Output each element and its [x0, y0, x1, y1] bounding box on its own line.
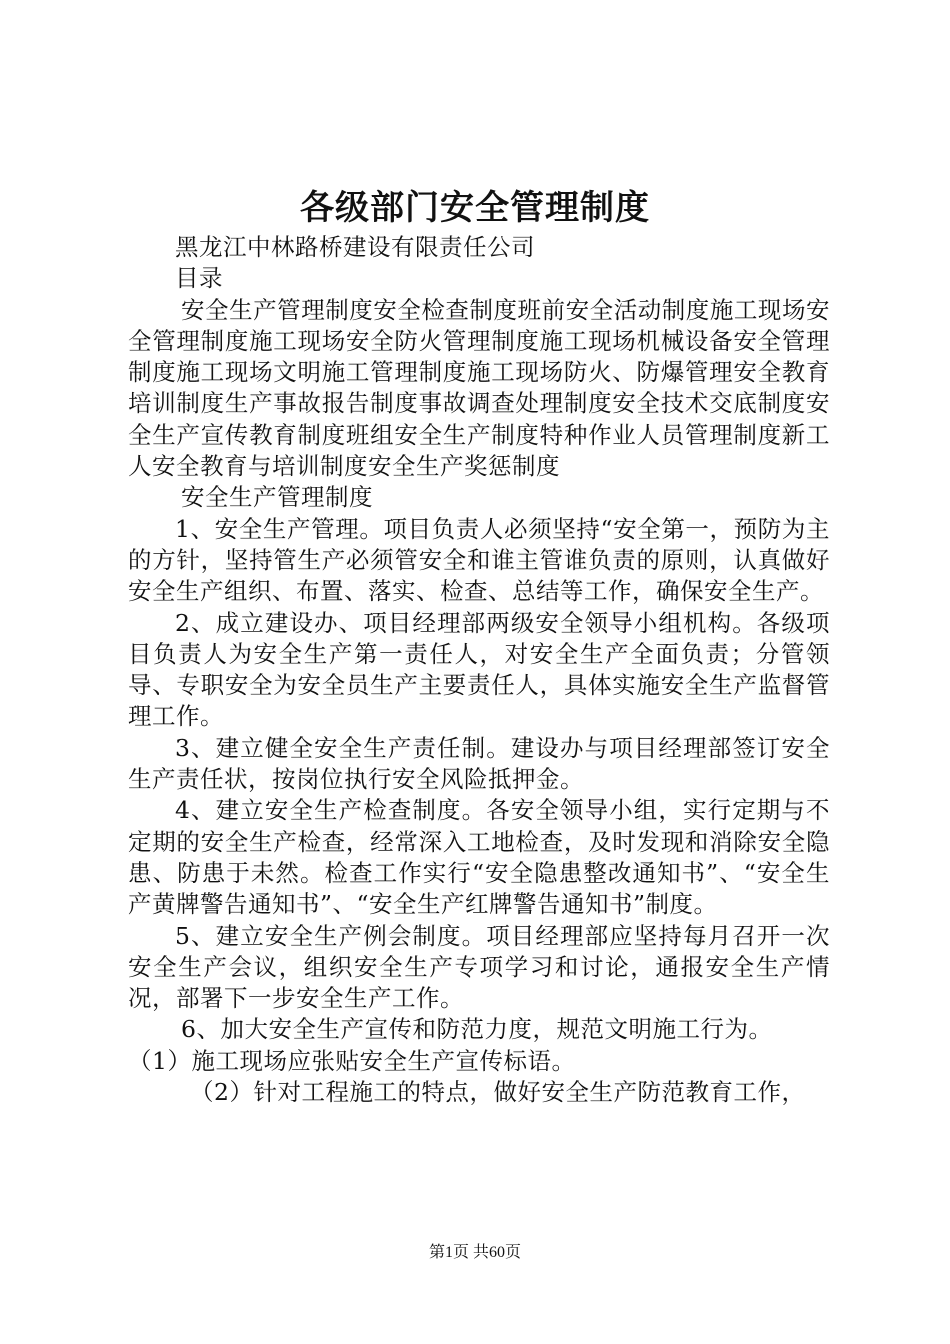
- sub-item-2: （2）针对工程施工的特点，做好安全生产防范教育工作，: [190, 1078, 806, 1107]
- toc-text: 安全生产管理制度安全检查制度班前安全活动制度施工现场安全管理制度施工现场安全防火管理制度施工现场机械设备安全管理制度施工现场文明施工管理制度施工现场防火、防爆管理安全教育培训制度生产事故报告制度事故调查处理制度安全技术交底制度安全生产宣传教育制度班组安全生产制度特种作业人员管理制度新工人安全教育与培训制度安全生产奖惩制度: [128, 295, 830, 481]
- paragraph-2: 2、成立建设办、项目经理部两级安全领导小组机构。各级项目负责人为安全生产第一责任人，对安全生产全面负责；分管领导、专职安全为安全员生产主要责任人，具体实施安全生产监督管理工作。: [128, 608, 830, 731]
- section-heading: 安全生产管理制度: [181, 483, 373, 512]
- paragraph-5: 5、建立安全生产例会制度。项目经理部应坚持每月召开一次安全生产会议，组织安全生产专项学习和讨论，通报安全生产情况，部署下一步安全生产工作。: [128, 921, 830, 1013]
- sub-item-1: （1）施工现场应张贴安全生产宣传标语。: [128, 1046, 576, 1075]
- paragraph-4: 4、建立安全生产检查制度。各安全领导小组，实行定期与不定期的安全生产检查，经常深入工地检查，及时发现和消除安全隐患、防患于未然。检查工作实行“安全隐患整改通知书”、“安全生产黄牌警告通知书”、“安全生产红牌警告通知书”制度。: [128, 796, 830, 919]
- paragraph-6: 6、加大安全生产宣传和防范力度，规范文明施工行为。: [181, 1015, 773, 1044]
- paragraph-1: 1、安全生产管理。项目负责人必须坚持“安全第一，预防为主的方针，坚持管生产必须管安全和谁主管谁负责的原则，认真做好安全生产组织、布置、落实、检查、总结等工作，确保安全生产。: [128, 514, 830, 606]
- company-name: 黑龙江中林路桥建设有限责任公司: [175, 233, 535, 261]
- document-title: 各级部门安全管理制度: [300, 188, 650, 228]
- toc-heading: 目录: [175, 264, 223, 293]
- paragraph-3: 3、建立健全安全生产责任制。建设办与项目经理部签订安全生产责任状，按岗位执行安全风险抵押金。: [128, 733, 830, 794]
- page-footer: 第1页 共60页: [428, 1244, 521, 1261]
- document-body: [128, 232, 830, 1108]
